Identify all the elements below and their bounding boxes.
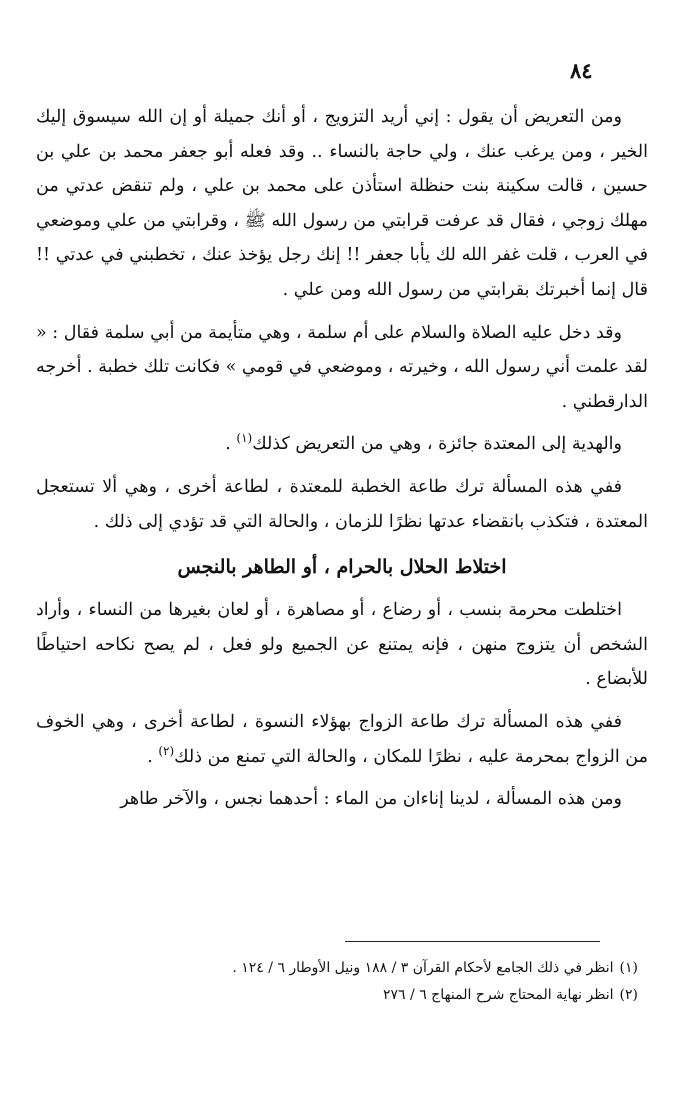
- footnote-1: [36, 955, 638, 982]
- footnotes: [36, 955, 638, 1009]
- paragraph-gift-end: .: [225, 434, 237, 455]
- paragraph-fear-text: ففي هذه المسألة ترك طاعة الزواج بهؤلاء النسوة ، لطاعة أخرى ، وهي الخوف من الزواج بمحرمة عليه ، نظرًا للمكان ، والحالة التي تمنع من ذلك: [36, 711, 648, 767]
- footnote-1-mark: (١): [619, 960, 638, 976]
- footnote-1-text: انظر في ذلك الجامع لأحكام القرآن ٣ / ١٨٨ ونيل الأوطار ٦ / ١٢٤ .: [232, 960, 614, 976]
- paragraph-mixing: اختلطت محرمة بنسب ، أو رضاع ، أو مصاهرة ، أو لعان بغيرها من النساء ، وأراد الشخص أن يتزوج منهن ، فإنه يمتنع عن الجميع ولو فعل ، لم يصح نكاحه احتياطًا للأبضاع .: [36, 600, 648, 690]
- footnote-divider: [345, 941, 600, 942]
- footnote-2-text: انظر نهاية المحتاج شرح المنهاج ٦ / ٢٧٦: [383, 987, 614, 1003]
- paragraph-allusion: ومن التعريض أن يقول : إني أريد التزويج ، أو أنك جميلة أو إن الله سيسوق إليك الخير ، ومن يرغب عنك ، ولي حاجة بالنساء .. وقد فعله أبو جعفر محمد بن علي بن حسين ، قالت سكينة بنت حنظلة استأذن على محمد بن علي ، ولم تنقض عدتي من مهلك زوجي ، فقال قد عرفت قرابتي من رسول الله ﷺ ، وقرابتي من علي وموضعي في العرب ، قلت غفر الله لك يأبا جعفر !! إنك رجل يؤخذ عنك ، تخطبني في عدتي !! قال إنما أخبرتك بقرابتي من رسول الله ومن علي .: [36, 107, 648, 300]
- paragraph-gift: [36, 427, 648, 462]
- footnote-ref-1: (١): [236, 431, 253, 446]
- footnote-2-mark: (٢): [619, 987, 638, 1003]
- paragraph-umm-salama: وقد دخل عليه الصلاة والسلام على أم سلمة ، وهي متأيمة من أبي سلمة فقال : « لقد علمت أني رسول الله ، وخيرته ، وموضعي في قومي » فكانت تلك خطبة . أخرجه الدارقطني .: [36, 322, 648, 412]
- footnote-2: [36, 982, 638, 1009]
- paragraph-fear-end: .: [147, 746, 159, 767]
- paragraph-conclusion-1: ففي هذه المسألة ترك طاعة الخطبة للمعتدة ، لطاعة أخرى ، وهي ألا تستعجل المعتدة ، فتكذب بانقضاء عدتها نظرًا للزمان ، والحالة التي قد تؤدي إلى ذلك .: [36, 476, 648, 532]
- footnote-ref-2: (٢): [158, 743, 175, 758]
- paragraph-gift-text: والهدية إلى المعتدة جائزة ، وهي من التعريض كذلك: [252, 434, 622, 455]
- paragraph-fear: [36, 705, 648, 774]
- page-number: ٨٤: [570, 58, 593, 83]
- paragraph-vessels: ومن هذه المسألة ، لدينا إناءان من الماء : أحدهما نجس ، والآخر طاهر: [120, 789, 622, 810]
- body-text: [36, 100, 648, 825]
- section-heading: اختلاط الحلال بالحرام ، أو الطاهر بالنجس: [177, 556, 507, 579]
